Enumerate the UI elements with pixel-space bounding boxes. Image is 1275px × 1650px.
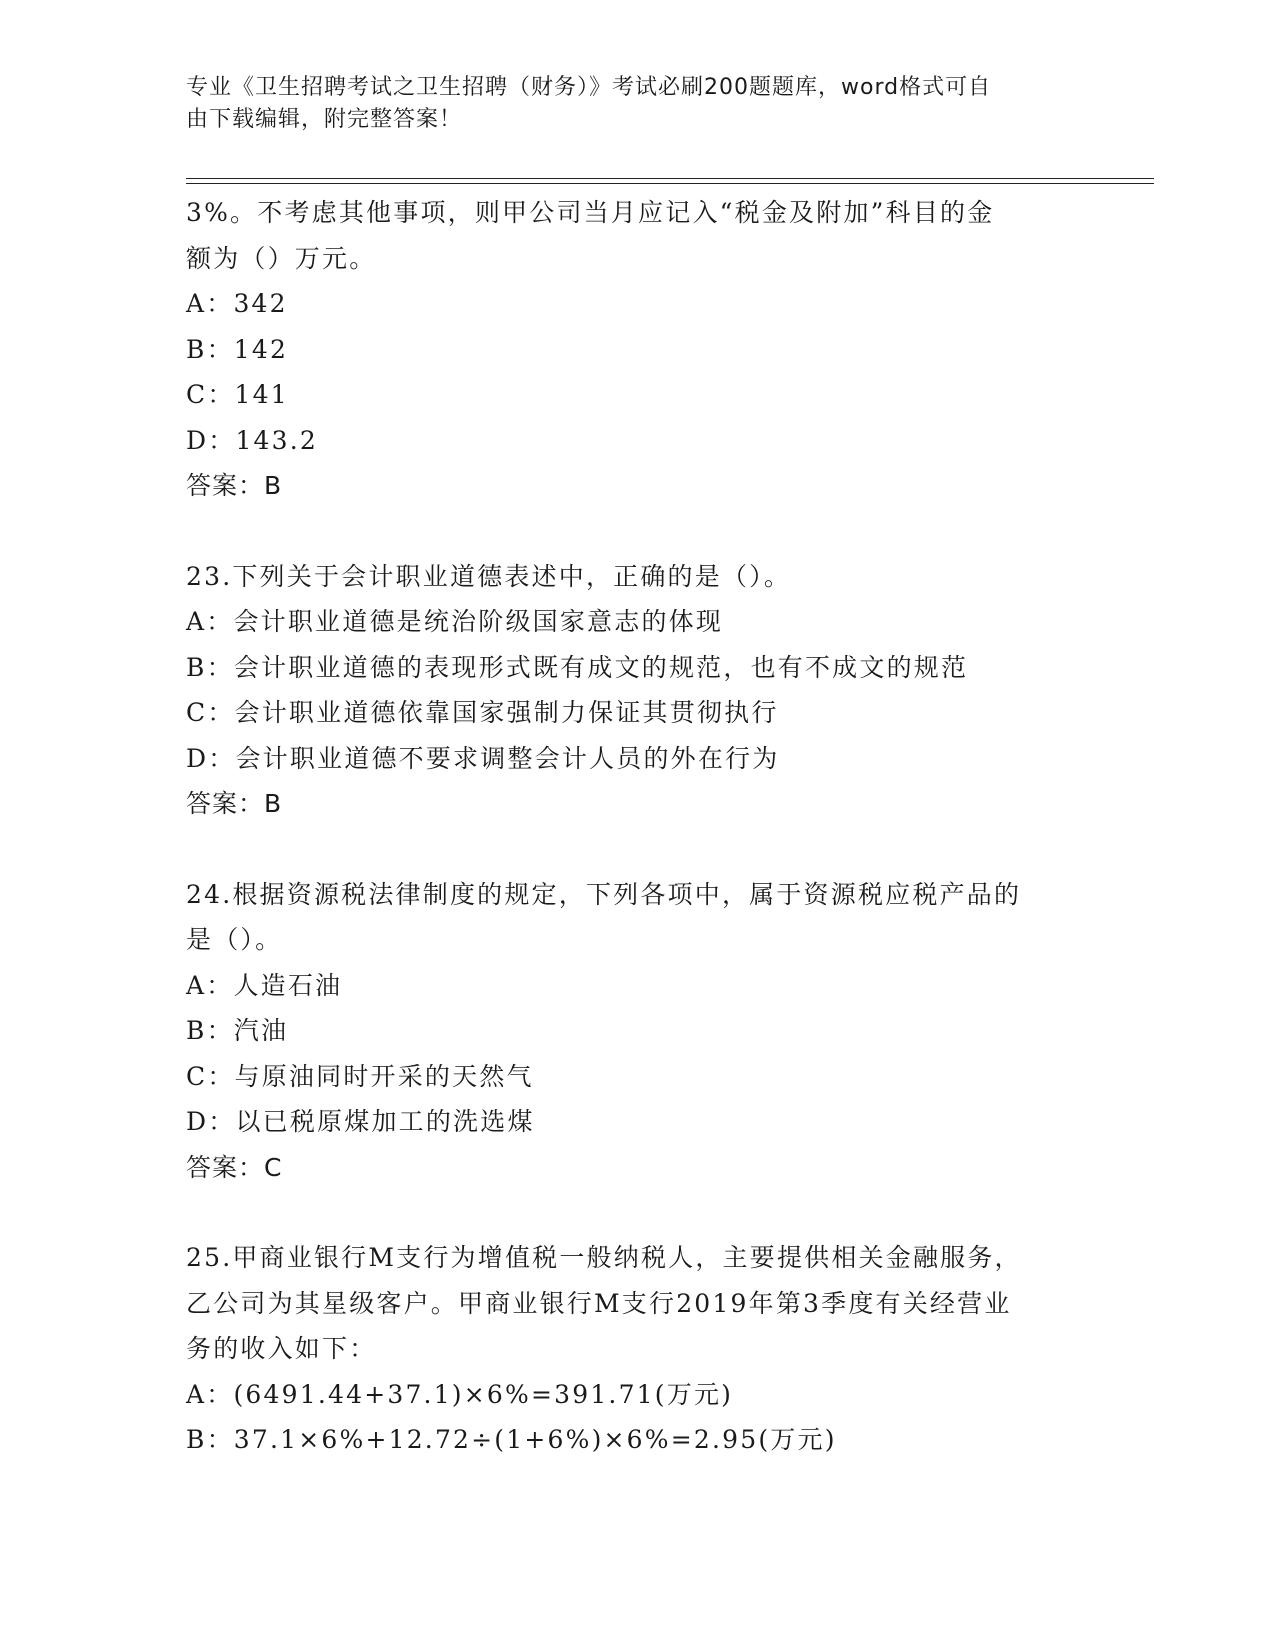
question-text-line: 务的收入如下： <box>186 1334 377 1363</box>
question-text-line: 额为（）万元。 <box>186 243 377 273</box>
spacer <box>186 827 1086 872</box>
answer: 答案：B <box>186 789 283 818</box>
option-c: C：141 <box>186 380 289 409</box>
question-text-line: 25.甲商业银行M支行为增值税一般纳税人，主要提供相关金融服务， <box>186 1243 1022 1272</box>
option-a: A：会计职业道德是统治阶级国家意志的体现 <box>186 607 724 636</box>
header-rule-bottom <box>186 183 1154 184</box>
question-text-line: 3%。不考虑其他事项，则甲公司当月应记入“税金及附加”科目的金 <box>186 198 995 227</box>
option-b: B：37.1×6%+12.72÷(1+6%)×6%=2.95(万元) <box>186 1425 837 1454</box>
document-header <box>186 72 1066 136</box>
answer: 答案：B <box>186 471 283 500</box>
option-b: B：汽油 <box>186 1016 289 1045</box>
option-b: B：142 <box>186 334 289 364</box>
option-d: D：以已税原煤加工的洗选煤 <box>186 1107 535 1136</box>
question-24 <box>186 872 1086 1191</box>
answer: 答案：C <box>186 1152 283 1182</box>
question-25 <box>186 1235 1086 1463</box>
option-a: A：(6491.44+37.1)×6%=391.71(万元) <box>186 1379 734 1409</box>
option-a: A：342 <box>186 289 288 318</box>
question-text-line: 乙公司为其星级客户。甲商业银行M支行2019年第3季度有关经营业 <box>186 1288 1012 1318</box>
option-d: D：会计职业道德不要求调整会计人员的外在行为 <box>186 743 780 773</box>
header-line-2: 由下载编辑，附完整答案！ <box>186 107 463 132</box>
option-a: A：人造石油 <box>186 970 343 1000</box>
question-text-line: 24.根据资源税法律制度的规定，下列各项中，属于资源税应税产品的 <box>186 879 1022 909</box>
question-text-line: 是（）。 <box>186 925 283 954</box>
question-22 <box>186 190 1086 509</box>
spacer <box>186 1190 1086 1235</box>
option-c: C：与原油同时开采的天然气 <box>186 1061 534 1091</box>
document-body <box>186 190 1086 1463</box>
option-c: C：会计职业道德依靠国家强制力保证其贯彻执行 <box>186 698 779 727</box>
question-text-line: 23.下列关于会计职业道德表述中，正确的是（）。 <box>186 561 792 591</box>
option-d: D：143.2 <box>186 425 319 455</box>
header-line-1: 专业《卫生招聘考试之卫生招聘（财务）》考试必刷200题题库，word格式可自 <box>186 75 992 100</box>
spacer <box>186 509 1086 554</box>
question-23 <box>186 554 1086 827</box>
option-b: B：会计职业道德的表现形式既有成文的规范，也有不成文的规范 <box>186 652 969 682</box>
header-rule-top <box>186 178 1154 179</box>
